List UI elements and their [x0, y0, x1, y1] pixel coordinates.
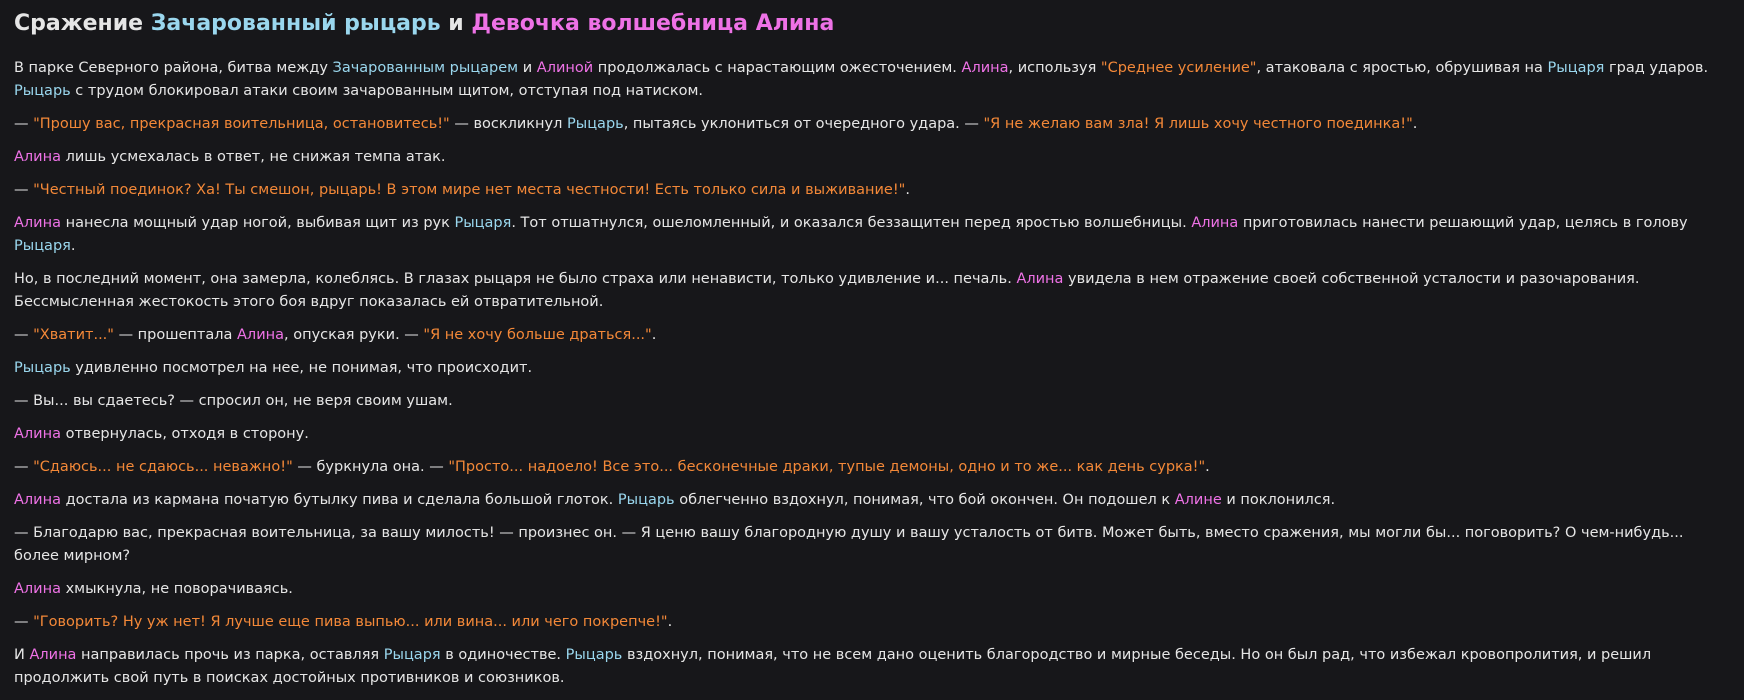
narration-text: продолжалась с нарастающим ожесточением.	[593, 60, 962, 76]
narration-text: . Тот отшатнулся, ошеломленный, и оказался беззащитен перед яростью волшебницы.	[511, 215, 1192, 231]
narration-text: .	[651, 327, 657, 343]
narration-text: —	[14, 614, 34, 630]
narration-text: нанесла мощный удар ногой, выбивая щит из рук	[60, 215, 455, 231]
knight-name: Рыцарь	[565, 647, 623, 663]
alina-name: Алина	[14, 215, 61, 231]
story-paragraph	[14, 423, 1726, 446]
narration-text: .	[667, 614, 673, 630]
dialogue-quote: "Просто... надоело! Все это... бесконечные драки, тупые демоны, одно и то же... как день сурка!"	[448, 459, 1206, 475]
narration-text: лишь усмехалась в ответ, не снижая темпа атак.	[60, 149, 446, 165]
story-paragraph	[14, 390, 1726, 413]
alina-name: Алина	[14, 149, 61, 165]
alina-name: Алиной	[536, 60, 594, 76]
dialogue-quote: "Говорить? Ну уж нет! Я лучше еще пива выпью... или вина... или чего покрепче!"	[33, 614, 668, 630]
narration-text: и поклонился.	[1221, 492, 1336, 508]
knight-name: Рыцарь	[14, 360, 71, 376]
title-connector: и	[440, 11, 472, 36]
narration-text: —	[14, 116, 34, 132]
story-body	[14, 57, 1726, 690]
narration-text: с трудом блокировал атаки своим зачарованным щитом, отступая под натиском.	[70, 83, 704, 99]
narration-text: и	[518, 60, 537, 76]
story-paragraph	[14, 212, 1726, 258]
story-paragraph	[14, 489, 1726, 512]
story-paragraph	[14, 456, 1726, 479]
story-paragraph	[14, 324, 1726, 347]
narration-text: — Вы... вы сдаетесь? — спросил он, не веря своим ушам.	[14, 393, 453, 409]
dialogue-quote: "Прошу вас, прекрасная воительница, остановитесь!"	[33, 116, 450, 132]
narration-text: достала из кармана початую бутылку пива и сделала большой глоток.	[60, 492, 618, 508]
alina-name: Алина	[14, 426, 61, 442]
story-paragraph	[14, 57, 1726, 103]
narration-text: .	[70, 238, 76, 254]
narration-text: .	[905, 182, 910, 198]
story-paragraph	[14, 644, 1726, 690]
title-prefix: Сражение	[14, 11, 151, 36]
knight-name: Рыцарь	[567, 116, 624, 132]
alina-name: Алине	[1174, 492, 1222, 508]
page-title	[14, 0, 1726, 48]
narration-text: —	[14, 327, 34, 343]
narration-text: увидела в нем отражение своей собственной усталости и разочарования. Бессмысленная жестокость этого боя вдруг показалась ей отвратительной.	[14, 271, 1640, 310]
narration-text: — воскликнул	[449, 116, 567, 132]
narration-text: — прошептала	[113, 327, 238, 343]
narration-text: отвернулась, отходя в сторону.	[60, 426, 309, 442]
narration-text: И	[14, 647, 30, 663]
story-paragraph	[14, 578, 1726, 601]
narration-text: удивленно посмотрел на нее, не понимая, что происходит.	[70, 360, 533, 376]
narration-text: в одиночестве.	[440, 647, 566, 663]
dialogue-quote: "Сдаюсь... не сдаюсь... неважно!"	[33, 459, 293, 475]
story-paragraph	[14, 357, 1726, 380]
narration-text: —	[14, 459, 34, 475]
narration-text: град ударов.	[1604, 60, 1709, 76]
alina-name: Алина	[14, 492, 61, 508]
narration-text: , пытаясь уклониться от очередного удара. —	[623, 116, 984, 132]
narration-text: , опуская руки. —	[284, 327, 424, 343]
narration-text: вздохнул, понимая, что не всем дано оценить благородство и мирные беседы. Но он был рад, что избежал кровопролития, и решил продолжить свой путь в поисках достойных противников и союзников.	[14, 647, 1652, 686]
narration-text: , используя	[1008, 60, 1101, 76]
narration-text: .	[1412, 116, 1418, 132]
dialogue-quote: "Я не хочу больше драться..."	[423, 327, 652, 343]
narration-text: .	[1205, 459, 1210, 475]
knight-name: Рыцаря	[14, 238, 71, 254]
knight-name: Рыцаря	[383, 647, 441, 663]
dialogue-quote: "Я не желаю вам зла! Я лишь хочу честного поединка!"	[983, 116, 1413, 132]
story-paragraph	[14, 522, 1726, 568]
story-paragraph	[14, 268, 1726, 314]
story-paragraph	[14, 146, 1726, 169]
narration-text: приготовилась нанести решающий удар, целясь в голову	[1238, 215, 1688, 231]
story-paragraph	[14, 611, 1726, 634]
alina-name: Алина	[1016, 271, 1064, 287]
dialogue-quote: "Хватит..."	[33, 327, 114, 343]
story-paragraph	[14, 179, 1726, 202]
dialogue-quote: "Среднее усиление"	[1100, 60, 1257, 76]
knight-name: Рыцарь	[617, 492, 675, 508]
story-page	[14, 0, 1726, 700]
narration-text: — Благодарю вас, прекрасная воительница, за вашу милость! — произнес он. — Я ценю вашу благородную душу и вашу усталость от битв. Может быть, вместо сражения, мы могли бы... поговорить? О чем-нибудь... более мирном?	[14, 525, 1684, 564]
alina-name: Алина	[29, 647, 77, 663]
alina-name: Алина	[1191, 215, 1239, 231]
narration-text: —	[14, 182, 34, 198]
narration-text: В парке Северного района, битва между	[14, 60, 333, 76]
title-knight-name: Зачарованный рыцарь	[150, 11, 441, 36]
narration-text: — буркнула она. —	[292, 459, 449, 475]
narration-text: , атаковала с яростью, обрушивая на	[1256, 60, 1548, 76]
knight-name: Зачарованным рыцарем	[332, 60, 519, 76]
knight-name: Рыцаря	[454, 215, 512, 231]
dialogue-quote: "Честный поединок? Ха! Ты смешон, рыцарь! В этом мире нет места честности! Есть только сила и выживание!"	[33, 182, 906, 198]
story-paragraph	[14, 113, 1726, 136]
narration-text: облегченно вздохнул, понимая, что бой окончен. Он подошел к	[674, 492, 1175, 508]
alina-name: Алина	[237, 327, 284, 343]
alina-name: Алина	[14, 581, 61, 597]
title-alina-name: Девочка волшебница Алина	[471, 11, 835, 36]
knight-name: Рыцарь	[14, 83, 71, 99]
narration-text: хмыкнула, не поворачиваясь.	[60, 581, 293, 597]
narration-text: направилась прочь из парка, оставляя	[76, 647, 384, 663]
knight-name: Рыцаря	[1547, 60, 1605, 76]
alina-name: Алина	[961, 60, 1009, 76]
narration-text: Но, в последний момент, она замерла, колеблясь. В глазах рыцаря не было страха или ненависти, только удивление и... печаль.	[14, 271, 1017, 287]
